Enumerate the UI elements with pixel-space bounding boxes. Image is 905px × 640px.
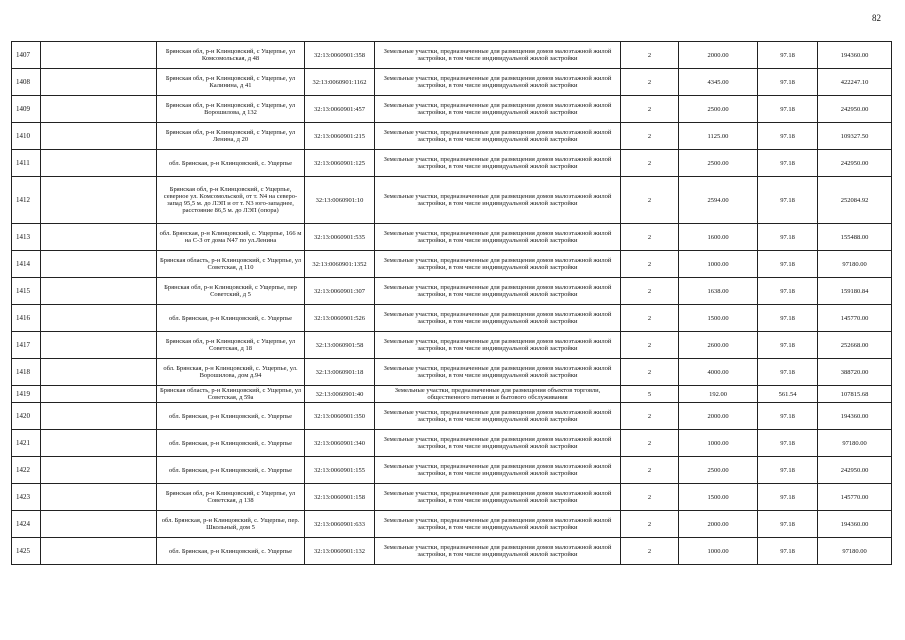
row-number-cell: 1418 <box>12 359 41 386</box>
cadastral-number-cell: 32:13:0060901:633 <box>305 511 375 538</box>
area-cell: 1000.00 <box>679 251 758 278</box>
table-row <box>12 224 892 251</box>
specific-value-cell: 97.18 <box>758 177 818 224</box>
cadastral-value-cell: 242950.00 <box>818 96 892 123</box>
group-code-cell: 2 <box>621 150 679 177</box>
row-number-cell: 1414 <box>12 251 41 278</box>
table-row <box>12 484 892 511</box>
spacer-cell <box>41 42 157 69</box>
area-cell: 2500.00 <box>679 457 758 484</box>
table-row <box>12 305 892 332</box>
table-row <box>12 386 892 403</box>
table-row <box>12 359 892 386</box>
land-use-purpose-cell: Земельные участки, предназначенные для размещения домов малоэтажной жилой застройки, в том числе индивидуальной жилой застройки <box>375 96 621 123</box>
table-row <box>12 430 892 457</box>
cadastral-number-cell: 32:13:0060901:307 <box>305 278 375 305</box>
group-code-cell: 2 <box>621 430 679 457</box>
area-cell: 2000.00 <box>679 42 758 69</box>
table-row <box>12 42 892 69</box>
cadastral-value-cell: 242950.00 <box>818 150 892 177</box>
address-cell: обл. Брянская, р-н Клинцовский, с. Ущерпье <box>157 430 305 457</box>
row-number-cell: 1423 <box>12 484 41 511</box>
specific-value-cell: 97.18 <box>758 305 818 332</box>
spacer-cell <box>41 386 157 403</box>
address-cell: Брянская обл, р-н Клинцовский, с Ущерпье, северное ул. Комсомольской, от т. N4 на северо-запад 95,5 м. до ЛЭП и от т. N3 юго-западнее, расстояние 86,5 м. до ЛЭП (опора) <box>157 177 305 224</box>
specific-value-cell: 97.18 <box>758 69 818 96</box>
land-use-purpose-cell: Земельные участки, предназначенные для размещения домов малоэтажной жилой застройки, в том числе индивидуальной жилой застройки <box>375 42 621 69</box>
address-cell: Брянская область, р-н Клинцовский, с Ущерпье, ул Советская, д 110 <box>157 251 305 278</box>
spacer-cell <box>41 403 157 430</box>
land-use-purpose-cell: Земельные участки, предназначенные для размещения домов малоэтажной жилой застройки, в том числе индивидуальной жилой застройки <box>375 538 621 565</box>
group-code-cell: 2 <box>621 251 679 278</box>
cadastral-number-cell: 32:13:0060901:18 <box>305 359 375 386</box>
area-cell: 192.00 <box>679 386 758 403</box>
cadastral-number-cell: 32:13:0060901:215 <box>305 123 375 150</box>
cadastral-number-cell: 32:13:0060901:158 <box>305 484 375 511</box>
spacer-cell <box>41 177 157 224</box>
specific-value-cell: 97.18 <box>758 96 818 123</box>
cadastral-value-cell: 194360.00 <box>818 403 892 430</box>
cadastral-number-cell: 32:13:0060901:40 <box>305 386 375 403</box>
area-cell: 2000.00 <box>679 511 758 538</box>
cadastral-value-cell: 107815.68 <box>818 386 892 403</box>
cadastral-value-cell: 97180.00 <box>818 430 892 457</box>
cadastral-value-cell: 97180.00 <box>818 538 892 565</box>
table-row <box>12 278 892 305</box>
table-row <box>12 96 892 123</box>
specific-value-cell: 97.18 <box>758 251 818 278</box>
land-use-purpose-cell: Земельные участки, предназначенные для размещения домов малоэтажной жилой застройки, в том числе индивидуальной жилой застройки <box>375 278 621 305</box>
address-cell: Брянская обл, р-н Клинцовский, с Ущерпье, ул Советская, д 18 <box>157 332 305 359</box>
address-cell: обл. Брянская, р-н Клинцовский, с. Ущерпье, пер. Школьный, дом 5 <box>157 511 305 538</box>
table-row <box>12 332 892 359</box>
table-row <box>12 177 892 224</box>
group-code-cell: 2 <box>621 123 679 150</box>
specific-value-cell: 97.18 <box>758 359 818 386</box>
address-cell: обл. Брянская, р-н Клинцовский, с. Ущерпье <box>157 305 305 332</box>
area-cell: 1000.00 <box>679 430 758 457</box>
area-cell: 4345.00 <box>679 69 758 96</box>
specific-value-cell: 97.18 <box>758 332 818 359</box>
group-code-cell: 2 <box>621 224 679 251</box>
cadastral-value-cell: 109327.50 <box>818 123 892 150</box>
spacer-cell <box>41 278 157 305</box>
spacer-cell <box>41 484 157 511</box>
cadastral-value-cell: 252668.00 <box>818 332 892 359</box>
land-use-purpose-cell: Земельные участки, предназначенные для размещения домов малоэтажной жилой застройки, в том числе индивидуальной жилой застройки <box>375 123 621 150</box>
spacer-cell <box>41 123 157 150</box>
address-cell: обл. Брянская, р-н Клинцовский, с. Ущерпье, ул. Ворошилова, дом д.94 <box>157 359 305 386</box>
specific-value-cell: 97.18 <box>758 430 818 457</box>
row-number-cell: 1413 <box>12 224 41 251</box>
row-number-cell: 1425 <box>12 538 41 565</box>
land-use-purpose-cell: Земельные участки, предназначенные для размещения домов малоэтажной жилой застройки, в том числе индивидуальной жилой застройки <box>375 359 621 386</box>
area-cell: 1000.00 <box>679 538 758 565</box>
table-body <box>12 42 892 565</box>
spacer-cell <box>41 511 157 538</box>
spacer-cell <box>41 430 157 457</box>
specific-value-cell: 97.18 <box>758 538 818 565</box>
table-row <box>12 251 892 278</box>
group-code-cell: 2 <box>621 177 679 224</box>
group-code-cell: 2 <box>621 96 679 123</box>
address-cell: Брянская обл, р-н Клинцовский, с Ущерпье, ул Ленина, д 20 <box>157 123 305 150</box>
address-cell: Брянская область, р-н Клинцовский, с Ущерпье, ул Советская, д 59а <box>157 386 305 403</box>
address-cell: обл. Брянская, р-н Клинцовский, с. Ущерпье, 166 м на С-З от дома N47 по ул.Ленина <box>157 224 305 251</box>
cadastral-value-cell: 159180.84 <box>818 278 892 305</box>
row-number-cell: 1407 <box>12 42 41 69</box>
group-code-cell: 2 <box>621 538 679 565</box>
cadastral-number-cell: 32:13:0060901:58 <box>305 332 375 359</box>
cadastral-number-cell: 32:13:0060901:350 <box>305 403 375 430</box>
address-cell: обл. Брянская, р-н Клинцовский, с. Ущерпье <box>157 150 305 177</box>
land-use-purpose-cell: Земельные участки, предназначенные для размещения домов малоэтажной жилой застройки, в том числе индивидуальной жилой застройки <box>375 332 621 359</box>
spacer-cell <box>41 251 157 278</box>
spacer-cell <box>41 150 157 177</box>
address-cell: обл. Брянская, р-н Клинцовский, с. Ущерпье <box>157 538 305 565</box>
area-cell: 4000.00 <box>679 359 758 386</box>
area-cell: 1500.00 <box>679 305 758 332</box>
row-number-cell: 1420 <box>12 403 41 430</box>
specific-value-cell: 97.18 <box>758 150 818 177</box>
cadastral-value-cell: 388720.00 <box>818 359 892 386</box>
cadastral-number-cell: 32:13:0060901:1352 <box>305 251 375 278</box>
table-row <box>12 457 892 484</box>
group-code-cell: 2 <box>621 69 679 96</box>
area-cell: 2500.00 <box>679 96 758 123</box>
cadastral-value-cell: 252084.92 <box>818 177 892 224</box>
group-code-cell: 2 <box>621 332 679 359</box>
cadastral-value-cell: 242950.00 <box>818 457 892 484</box>
cadastral-value-cell: 145770.00 <box>818 305 892 332</box>
cadastral-value-cell: 145770.00 <box>818 484 892 511</box>
spacer-cell <box>41 457 157 484</box>
specific-value-cell: 97.18 <box>758 224 818 251</box>
row-number-cell: 1410 <box>12 123 41 150</box>
area-cell: 1600.00 <box>679 224 758 251</box>
land-use-purpose-cell: Земельные участки, предназначенные для размещения домов малоэтажной жилой застройки, в том числе индивидуальной жилой застройки <box>375 177 621 224</box>
land-use-purpose-cell: Земельные участки, предназначенные для размещения домов малоэтажной жилой застройки, в том числе индивидуальной жилой застройки <box>375 69 621 96</box>
cadastral-value-cell: 194360.00 <box>818 511 892 538</box>
row-number-cell: 1424 <box>12 511 41 538</box>
cadastral-number-cell: 32:13:0060901:358 <box>305 42 375 69</box>
land-use-purpose-cell: Земельные участки, предназначенные для размещения домов малоэтажной жилой застройки, в том числе индивидуальной жилой застройки <box>375 251 621 278</box>
table-row <box>12 150 892 177</box>
cadastral-number-cell: 32:13:0060901:340 <box>305 430 375 457</box>
cadastral-number-cell: 32:13:0060901:1162 <box>305 69 375 96</box>
cadastral-number-cell: 32:13:0060901:132 <box>305 538 375 565</box>
row-number-cell: 1408 <box>12 69 41 96</box>
specific-value-cell: 561.54 <box>758 386 818 403</box>
land-use-purpose-cell: Земельные участки, предназначенные для размещения домов малоэтажной жилой застройки, в том числе индивидуальной жилой застройки <box>375 224 621 251</box>
area-cell: 2594.00 <box>679 177 758 224</box>
row-number-cell: 1417 <box>12 332 41 359</box>
address-cell: Брянская обл, р-н Клинцовский, с Ущерпье, ул Калинина, д 41 <box>157 69 305 96</box>
land-use-purpose-cell: Земельные участки, предназначенные для размещения объектов торговли, общественного питания и бытового обслуживания <box>375 386 621 403</box>
group-code-cell: 5 <box>621 386 679 403</box>
spacer-cell <box>41 332 157 359</box>
table-row <box>12 538 892 565</box>
cadastral-number-cell: 32:13:0060901:155 <box>305 457 375 484</box>
table-row <box>12 403 892 430</box>
group-code-cell: 2 <box>621 484 679 511</box>
table-row <box>12 511 892 538</box>
area-cell: 2000.00 <box>679 403 758 430</box>
spacer-cell <box>41 305 157 332</box>
area-cell: 1500.00 <box>679 484 758 511</box>
specific-value-cell: 97.18 <box>758 457 818 484</box>
row-number-cell: 1411 <box>12 150 41 177</box>
table-row <box>12 69 892 96</box>
area-cell: 1125.00 <box>679 123 758 150</box>
row-number-cell: 1412 <box>12 177 41 224</box>
group-code-cell: 2 <box>621 511 679 538</box>
row-number-cell: 1409 <box>12 96 41 123</box>
row-number-cell: 1415 <box>12 278 41 305</box>
table-row <box>12 123 892 150</box>
cadastral-value-cell: 97180.00 <box>818 251 892 278</box>
cadastral-number-cell: 32:13:0060901:125 <box>305 150 375 177</box>
spacer-cell <box>41 224 157 251</box>
cadastral-number-cell: 32:13:0060901:10 <box>305 177 375 224</box>
spacer-cell <box>41 359 157 386</box>
row-number-cell: 1422 <box>12 457 41 484</box>
cadastral-number-cell: 32:13:0060901:526 <box>305 305 375 332</box>
address-cell: Брянская обл, р-н Клинцовский, с Ущерпье, ул Ворошилова, д 132 <box>157 96 305 123</box>
land-use-purpose-cell: Земельные участки, предназначенные для размещения домов малоэтажной жилой застройки, в том числе индивидуальной жилой застройки <box>375 511 621 538</box>
cadastral-value-cell: 155488.00 <box>818 224 892 251</box>
specific-value-cell: 97.18 <box>758 511 818 538</box>
address-cell: Брянская обл, р-н Клинцовский, с Ущерпье, ул Комсомольская, д 48 <box>157 42 305 69</box>
group-code-cell: 2 <box>621 359 679 386</box>
cadastral-value-table <box>11 41 892 565</box>
land-use-purpose-cell: Земельные участки, предназначенные для размещения домов малоэтажной жилой застройки, в том числе индивидуальной жилой застройки <box>375 305 621 332</box>
cadastral-value-cell: 194360.00 <box>818 42 892 69</box>
group-code-cell: 2 <box>621 42 679 69</box>
land-use-purpose-cell: Земельные участки, предназначенные для размещения домов малоэтажной жилой застройки, в том числе индивидуальной жилой застройки <box>375 457 621 484</box>
row-number-cell: 1419 <box>12 386 41 403</box>
land-use-purpose-cell: Земельные участки, предназначенные для размещения домов малоэтажной жилой застройки, в том числе индивидуальной жилой застройки <box>375 430 621 457</box>
page-number: 82 <box>872 13 881 23</box>
spacer-cell <box>41 538 157 565</box>
address-cell: обл. Брянская, р-н Клинцовский, с. Ущерпье <box>157 403 305 430</box>
spacer-cell <box>41 69 157 96</box>
cadastral-number-cell: 32:13:0060901:457 <box>305 96 375 123</box>
group-code-cell: 2 <box>621 305 679 332</box>
row-number-cell: 1421 <box>12 430 41 457</box>
group-code-cell: 2 <box>621 457 679 484</box>
specific-value-cell: 97.18 <box>758 42 818 69</box>
specific-value-cell: 97.18 <box>758 123 818 150</box>
address-cell: Брянская обл, р-н Клинцовский, с Ущерпье, ул Советская, д 138 <box>157 484 305 511</box>
group-code-cell: 2 <box>621 278 679 305</box>
address-cell: Брянская обл, р-н Клинцовский, с Ущерпье, пер Советский, д 5 <box>157 278 305 305</box>
specific-value-cell: 97.18 <box>758 278 818 305</box>
cadastral-number-cell: 32:13:0060901:535 <box>305 224 375 251</box>
row-number-cell: 1416 <box>12 305 41 332</box>
cadastral-value-cell: 422247.10 <box>818 69 892 96</box>
specific-value-cell: 97.18 <box>758 403 818 430</box>
land-use-purpose-cell: Земельные участки, предназначенные для размещения домов малоэтажной жилой застройки, в том числе индивидуальной жилой застройки <box>375 403 621 430</box>
group-code-cell: 2 <box>621 403 679 430</box>
land-use-purpose-cell: Земельные участки, предназначенные для размещения домов малоэтажной жилой застройки, в том числе индивидуальной жилой застройки <box>375 150 621 177</box>
area-cell: 2500.00 <box>679 150 758 177</box>
area-cell: 2600.00 <box>679 332 758 359</box>
land-use-purpose-cell: Земельные участки, предназначенные для размещения домов малоэтажной жилой застройки, в том числе индивидуальной жилой застройки <box>375 484 621 511</box>
address-cell: обл. Брянская, р-н Клинцовский, с. Ущерпье <box>157 457 305 484</box>
spacer-cell <box>41 96 157 123</box>
area-cell: 1638.00 <box>679 278 758 305</box>
specific-value-cell: 97.18 <box>758 484 818 511</box>
